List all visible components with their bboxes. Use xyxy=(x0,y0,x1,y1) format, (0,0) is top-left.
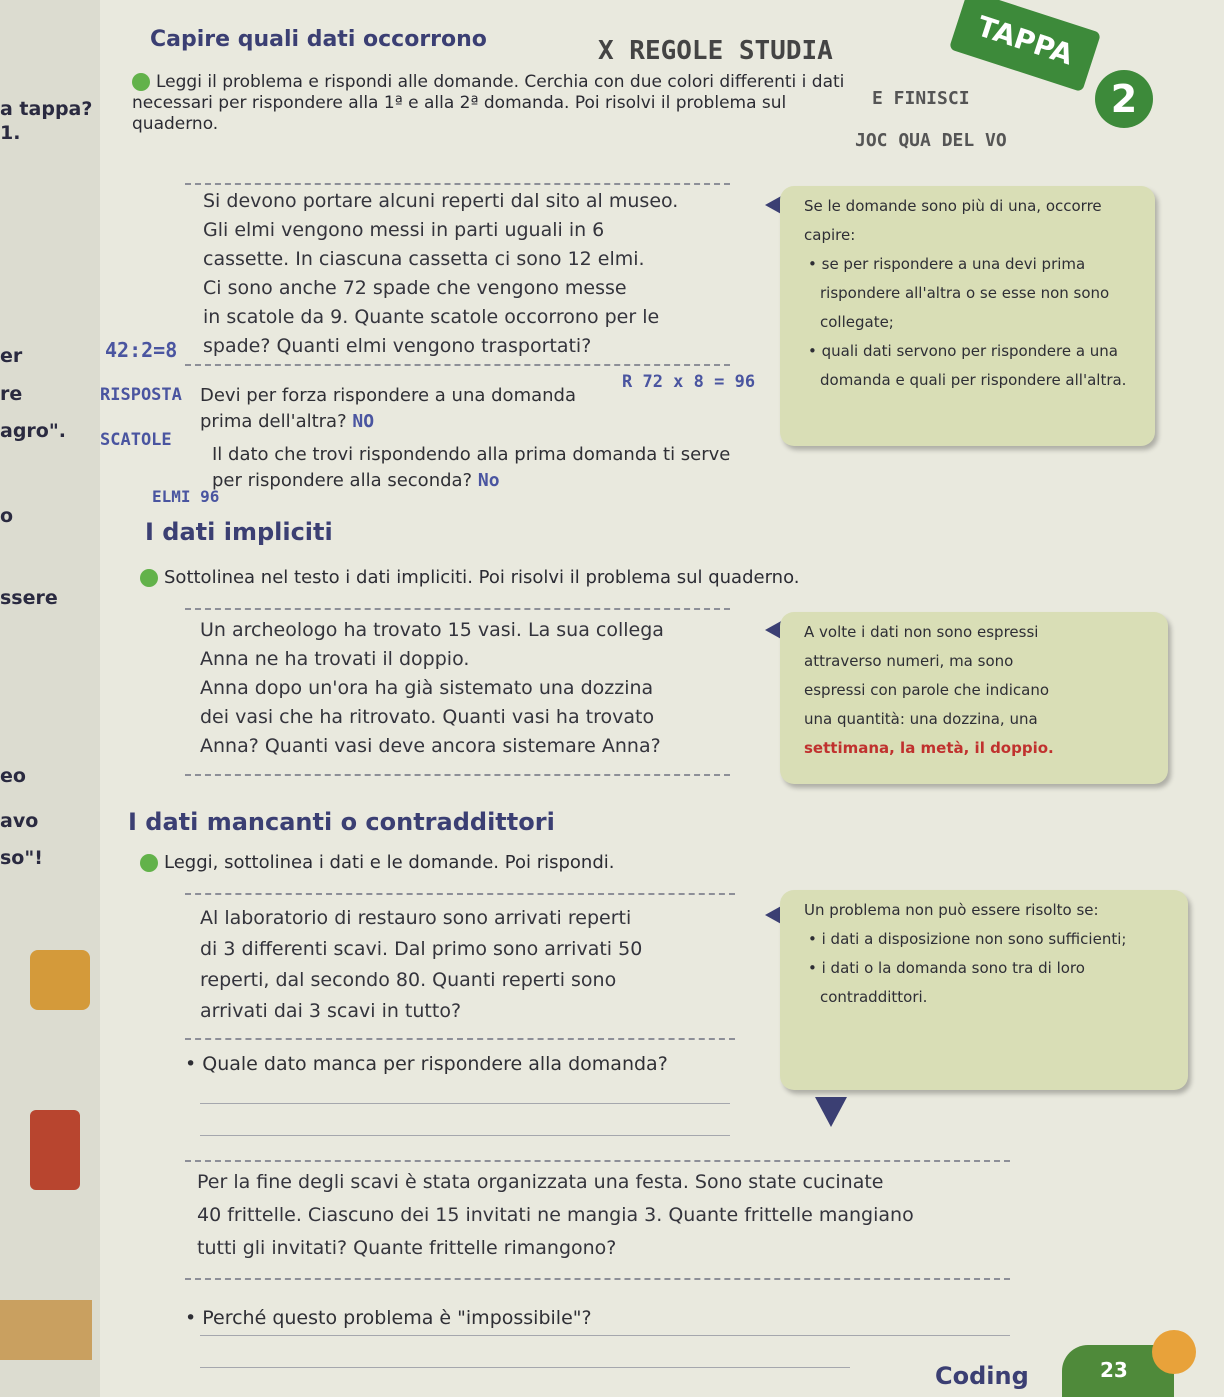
exercise-marker xyxy=(132,73,150,91)
section-title-missing: I dati mancanti o contraddittori xyxy=(128,808,555,836)
handwritten-calc: R 72 x 8 = 96 xyxy=(622,372,756,392)
margin-text: o xyxy=(0,505,14,527)
problem-line: in scatole da 9. Quante scatole occorrono per le xyxy=(203,306,660,328)
exercise-marker xyxy=(140,854,158,872)
problem-line: spade? Quanti elmi vengono trasportati? xyxy=(203,335,592,357)
margin-text: a tappa? xyxy=(0,98,93,120)
tip-box-1 xyxy=(780,186,1155,446)
margin-text: eo xyxy=(0,765,26,787)
answer-line[interactable] xyxy=(200,1135,730,1136)
margin-text: 1. xyxy=(0,122,21,144)
problem-box-1 xyxy=(185,183,730,366)
question-2 xyxy=(212,442,732,494)
problem-line: tutti gli invitati? Quante frittelle rimangono? xyxy=(197,1237,617,1259)
problem-box-3 xyxy=(185,893,735,1040)
handwritten-note: E FINISCI xyxy=(872,88,970,109)
question-text: Devi per forza rispondere a una domanda prima dell'altra? xyxy=(200,385,576,432)
problem-line: Ci sono anche 72 spade che vengono messe xyxy=(203,277,627,299)
footer-section: Coding xyxy=(935,1362,1029,1390)
problem-line: di 3 differenti scavi. Dal primo sono arrivati 50 xyxy=(200,938,643,960)
answer-line[interactable] xyxy=(200,1335,1010,1336)
margin-text: so"! xyxy=(0,847,43,869)
problem-line: Al laboratorio di restauro sono arrivati reperti xyxy=(200,907,632,929)
handwritten-calc: 42:2=8 xyxy=(105,338,178,362)
tip-bullet-text: quali dati servono per rispondere a una domanda e quali per rispondere all'altra. xyxy=(820,342,1127,389)
tip-line: espressi con parole che indicano xyxy=(804,681,1050,699)
tip-bullet: • quali dati servono per rispondere a una domanda e quali per rispondere all'altra. xyxy=(808,342,1127,389)
decorative-shape xyxy=(30,1110,80,1190)
exercise-1-instruction xyxy=(132,72,862,135)
tip-box-3 xyxy=(780,890,1188,1090)
question-1 xyxy=(200,383,600,435)
problem-line: Anna dopo un'ora ha già sistemato una dozzina xyxy=(200,677,654,699)
problem-line: Per la fine degli scavi è stata organizzata una festa. Sono state cucinate xyxy=(197,1171,884,1193)
tip-text: Se le domande sono più di una, occorre capire: xyxy=(804,197,1102,244)
instruction-text: Sottolinea nel testo i dati impliciti. Poi risolvi il problema sul quaderno. xyxy=(164,567,800,588)
problem-box-2 xyxy=(185,608,730,776)
tip-bullet-text: se per rispondere a una devi prima rispondere all'altra o se esse non sono collegate; xyxy=(820,255,1110,331)
exercise-2-instruction xyxy=(140,567,799,588)
question-missing-data: • Quale dato manca per rispondere alla domanda? xyxy=(185,1053,668,1075)
answer-line[interactable] xyxy=(200,1367,850,1368)
exercise-marker xyxy=(140,569,158,587)
instruction-text: Leggi, sottolinea i dati e le domande. Poi rispondi. xyxy=(164,852,615,873)
handwritten-note: X REGOLE STUDIA xyxy=(598,36,833,66)
instruction-text: Leggi il problema e rispondi alle domande. Cerchia con due colori differenti i dati necessari per rispondere alla 1ª e alla 2ª domanda. Poi risolvi il problema sul quaderno. xyxy=(132,72,845,134)
problem-line: dei vasi che ha ritrovato. Quanti vasi ha trovato xyxy=(200,706,655,728)
tip-line: attraverso numeri, ma sono xyxy=(804,652,1014,670)
tip-line: settimana, la metà, il doppio. xyxy=(804,739,1054,757)
tip-text: Un problema non può essere risolto se: xyxy=(804,901,1099,919)
margin-text: er xyxy=(0,345,23,367)
problem-line: Gli elmi vengono messi in parti uguali in 6 xyxy=(203,219,605,241)
tip-bullet-text: i dati o la domanda sono tra di loro contraddittori. xyxy=(820,959,1085,1006)
handwritten-note: JOC QUA DEL VO xyxy=(855,130,1007,151)
handwritten-calc: SCATOLE xyxy=(100,430,172,450)
decorative-dot xyxy=(1152,1330,1196,1374)
tip-box-2 xyxy=(780,612,1168,784)
handwritten-calc: RISPOSTA xyxy=(100,385,182,405)
tip-line: una quantità: una dozzina, una xyxy=(804,710,1038,728)
margin-text: ssere xyxy=(0,587,58,609)
tip-bullet: • se per rispondere a una devi prima rispondere all'altra o se esse non sono collegate; xyxy=(808,255,1110,331)
left-page xyxy=(0,0,100,1397)
margin-text: re xyxy=(0,383,23,405)
problem-line: Anna? Quanti vasi deve ancora sistemare Anna? xyxy=(200,735,661,757)
problem-box-4 xyxy=(185,1160,1010,1280)
problem-line: 40 frittelle. Ciascuno dei 15 invitati ne mangia 3. Quante frittelle mangiano xyxy=(197,1204,914,1226)
problem-line: Un archeologo ha trovato 15 vasi. La sua collega xyxy=(200,619,664,641)
page-title: Capire quali dati occorrono xyxy=(150,27,487,52)
problem-line: Anna ne ha trovati il doppio. xyxy=(200,648,470,670)
tappa-label: TAPPA xyxy=(973,9,1078,72)
tappa-number-badge: 2 xyxy=(1095,70,1153,128)
question-text: Il dato che trovi rispondendo alla prima domanda ti serve per rispondere alla seconda? xyxy=(212,444,731,491)
margin-text: avo xyxy=(0,810,39,832)
answer-line[interactable] xyxy=(200,1103,730,1104)
down-arrow-icon xyxy=(815,1097,847,1127)
question-impossible: • Perché questo problema è "impossibile"? xyxy=(185,1307,592,1329)
question-text: Quale dato manca per rispondere alla domanda? xyxy=(202,1053,668,1075)
tip-line: A volte i dati non sono espressi xyxy=(804,623,1039,641)
tip-bullet: • i dati a disposizione non sono sufficienti; xyxy=(808,930,1127,948)
tip-bullet-text: i dati a disposizione non sono sufficienti; xyxy=(821,930,1127,948)
decorative-shape xyxy=(0,1300,92,1360)
problem-line: reperti, dal secondo 80. Quanti reperti sono xyxy=(200,969,617,991)
margin-text: agro". xyxy=(0,420,66,442)
section-title-implicit: I dati impliciti xyxy=(145,518,333,546)
decorative-shape xyxy=(30,950,90,1010)
exercise-3-instruction xyxy=(140,852,614,873)
question-text: Perché questo problema è "impossibile"? xyxy=(202,1307,592,1329)
tip-bullet: • i dati o la domanda sono tra di loro contraddittori. xyxy=(808,959,1085,1006)
page-number: 23 xyxy=(1100,1358,1128,1382)
answer: No xyxy=(477,470,500,491)
problem-line: arrivati dai 3 scavi in tutto? xyxy=(200,1000,462,1022)
answer: NO xyxy=(352,411,375,432)
problem-line: cassette. In ciascuna cassetta ci sono 12 elmi. xyxy=(203,248,645,270)
problem-line: Si devono portare alcuni reperti dal sito al museo. xyxy=(203,190,679,212)
handwritten-calc: ELMI 96 xyxy=(152,487,220,506)
